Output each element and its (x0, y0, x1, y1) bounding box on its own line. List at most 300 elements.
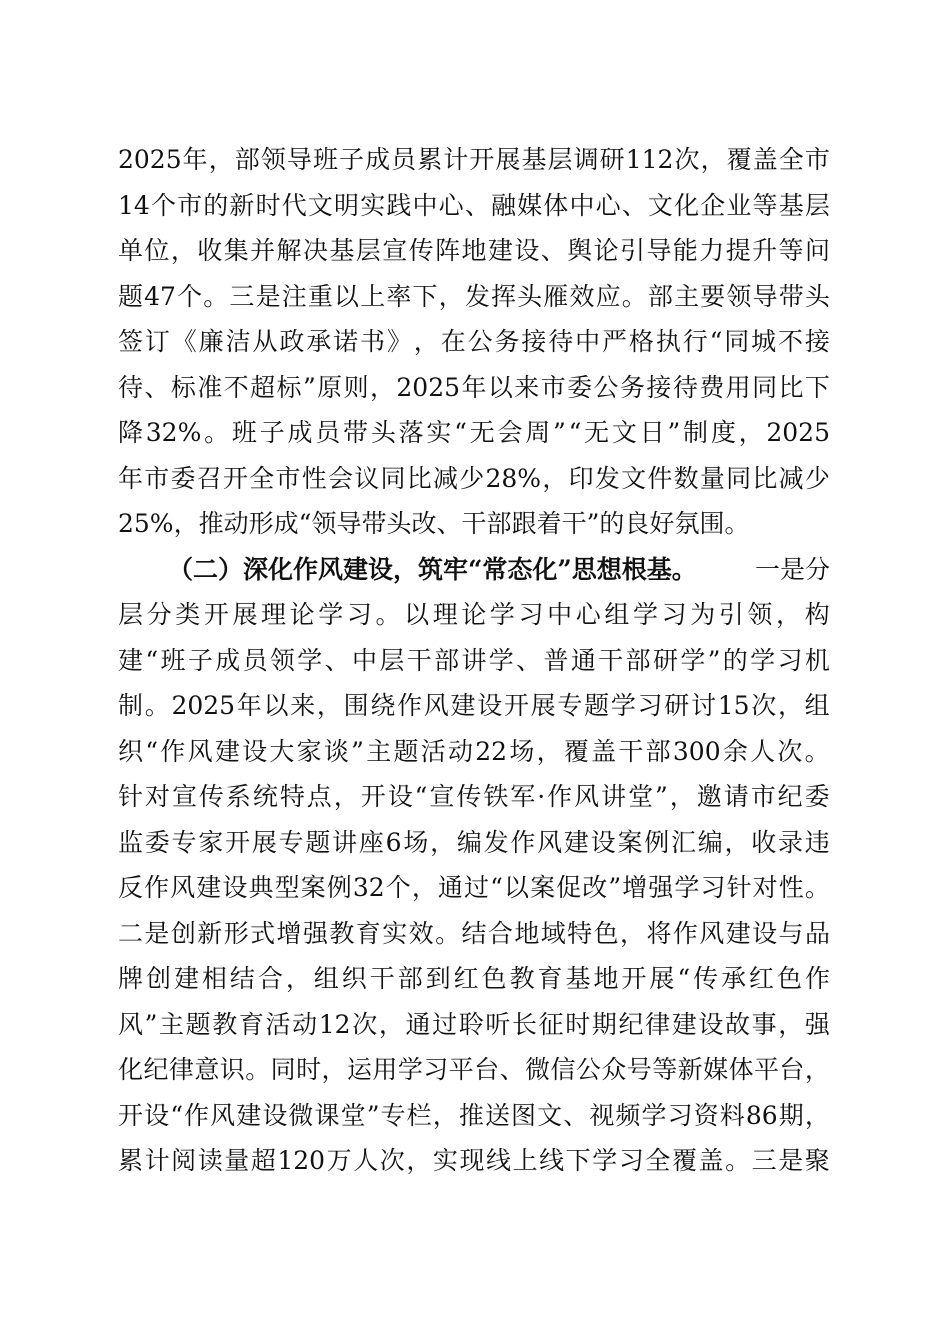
text-glyph: ” (302, 372, 316, 402)
text-glyph: 三 (229, 281, 255, 311)
text-glyph: 理 (432, 600, 458, 629)
text-glyph: 6 (385, 827, 402, 857)
text-glyph: 设 (698, 1009, 724, 1039)
text-glyph: 设 (242, 736, 268, 766)
text-glyph: 比 (406, 463, 432, 493)
text-glyph: 效 (569, 281, 595, 311)
text-glyph: 子 (187, 645, 213, 675)
text-glyph: 讲 (601, 782, 627, 811)
text-glyph: 计 (443, 145, 469, 174)
text-glyph: ， (776, 600, 802, 629)
text-glyph: 导 (336, 509, 362, 538)
text-glyph: “ (145, 736, 159, 766)
text-glyph: 引 (620, 236, 646, 265)
text-glyph: 媒 (517, 190, 543, 220)
text-glyph: 作 (547, 782, 573, 811)
text-glyph: 注 (281, 281, 307, 311)
text-glyph: 新 (197, 918, 223, 948)
text-line (118, 274, 830, 320)
text-glyph: 头 (804, 281, 830, 311)
text-glyph: ” (608, 873, 622, 902)
text-glyph: 跟 (511, 509, 537, 538)
text-line (118, 183, 830, 229)
text-glyph: 升 (752, 236, 778, 265)
text-glyph: 纪 (143, 1055, 169, 1084)
text-glyph: 同 (270, 1055, 296, 1084)
text-glyph: 子 (259, 418, 285, 447)
text-glyph: 不 (223, 372, 249, 402)
text-glyph: 市 (750, 782, 776, 811)
text-glyph: 风 (187, 736, 213, 766)
text-glyph: 、 (436, 509, 462, 538)
text-glyph: 订 (144, 327, 170, 356)
text-glyph: 问 (804, 236, 830, 265)
text-glyph: 增 (276, 918, 302, 948)
text-glyph: 强 (302, 918, 328, 948)
text-glyph: 120 (277, 1146, 326, 1175)
text-glyph: 、 (621, 190, 647, 220)
text-glyph: 累 (417, 145, 443, 174)
text-glyph: 建 (450, 691, 476, 720)
text-glyph: 层 (547, 145, 573, 174)
text-glyph: 到 (425, 964, 451, 993)
text-line (118, 683, 830, 729)
text-glyph: 色 (777, 964, 803, 993)
text-glyph: 效 (408, 918, 434, 948)
text-glyph: 要 (700, 281, 726, 311)
text-glyph: “ (568, 418, 582, 447)
text-glyph: 基 (329, 236, 355, 265)
text-glyph: 以 (503, 873, 529, 902)
text-glyph: 量 (224, 1146, 250, 1175)
text-glyph: 教 (212, 1009, 238, 1039)
text-glyph: 动 (447, 736, 473, 766)
text-glyph: ， (432, 1100, 458, 1130)
text-glyph: 色 (593, 918, 619, 948)
text-glyph: 设 (477, 691, 503, 720)
text-glyph: 作 (804, 964, 830, 993)
text-glyph: ， (804, 1055, 830, 1084)
text-glyph: 累 (118, 1146, 144, 1175)
text-glyph: “ (145, 645, 159, 675)
text-glyph: 堂 (340, 1100, 366, 1130)
text-glyph: 传 (198, 782, 224, 811)
text-glyph: 心 (575, 600, 601, 629)
text-glyph: 合 (487, 918, 513, 948)
text-glyph: 平 (753, 1055, 779, 1084)
text-glyph: 班 (160, 645, 186, 675)
text-glyph: 标 (170, 372, 196, 402)
text-glyph: 同 (724, 327, 750, 356)
text-glyph: 习 (667, 1100, 693, 1130)
text-glyph: 学 (680, 645, 706, 675)
text-glyph: 创 (170, 918, 196, 948)
text-glyph: 上 (512, 1146, 538, 1175)
text-glyph: 料 (719, 1100, 745, 1130)
text-glyph: 在 (440, 327, 466, 356)
text-glyph: 育 (238, 1009, 264, 1039)
text-glyph: 视 (589, 1100, 615, 1130)
text-glyph: 习 (661, 600, 687, 629)
text-glyph: 盖 (591, 736, 617, 766)
text-glyph: 雁 (543, 281, 569, 311)
text-glyph: 降 (118, 418, 144, 447)
text-glyph: ” (667, 418, 681, 447)
text-glyph: 调 (573, 145, 599, 174)
text-glyph: 期 (591, 1009, 617, 1039)
text-glyph: 设 (222, 873, 248, 902)
text-glyph: 台 (474, 1055, 500, 1084)
text-glyph: 会 (328, 463, 354, 493)
text-glyph: 良 (624, 509, 650, 538)
text-glyph: 28% (485, 463, 542, 493)
text-glyph: ” (351, 736, 364, 766)
text-glyph: 场 (403, 827, 429, 857)
text-glyph: 次 (379, 1146, 405, 1175)
text-glyph: 干 (618, 736, 644, 766)
text-glyph: 过 (464, 873, 490, 902)
text-glyph: 下 (565, 1146, 591, 1175)
text-glyph: 结 (461, 918, 487, 948)
text-glyph: 待 (118, 372, 144, 402)
text-glyph: 减 (778, 463, 804, 493)
text-glyph: “ (298, 509, 312, 538)
text-glyph: ， (778, 1009, 804, 1039)
text-glyph: 绕 (370, 691, 396, 720)
text-glyph: 标 (276, 372, 302, 402)
text-glyph: 是 (778, 1146, 804, 1175)
text-glyph: 、 (563, 1100, 589, 1130)
text-glyph: 中 (412, 190, 438, 220)
text-glyph: 接 (804, 327, 830, 356)
text-glyph: 待 (548, 327, 574, 356)
text-glyph: 公 (467, 327, 493, 356)
text-glyph: 落 (398, 418, 424, 447)
text-glyph: ” (707, 645, 721, 675)
text-glyph: 众 (601, 1055, 627, 1084)
text-glyph: 特 (567, 918, 593, 948)
text-glyph: 层 (118, 600, 144, 629)
text-glyph: 文 (611, 418, 637, 447)
text-glyph: 覆 (671, 1146, 697, 1175)
text-glyph: 建 (671, 1009, 697, 1039)
text-glyph: 点 (306, 782, 332, 811)
text-glyph: 个 (177, 281, 203, 311)
text-line (118, 1093, 830, 1139)
text-glyph: 的 (722, 645, 748, 675)
text-glyph: 干 (598, 645, 624, 675)
text-glyph: 班 (312, 145, 338, 174)
text-glyph: 头 (386, 509, 412, 538)
text-glyph: 廉 (198, 327, 224, 356)
text-glyph: 构 (804, 600, 830, 629)
text-glyph: 作 (184, 1100, 210, 1130)
text-glyph: 》 (386, 327, 412, 356)
text-glyph: 主 (366, 736, 392, 766)
text-glyph: 宣 (382, 236, 408, 265)
text-glyph: 领 (311, 509, 337, 538)
text-glyph: 子 (339, 145, 365, 174)
text-glyph: 专 (278, 827, 304, 857)
text-glyph: 推 (458, 1100, 484, 1130)
text-glyph: 风 (699, 918, 725, 948)
text-glyph: 展 (649, 964, 675, 993)
text-glyph: 促 (556, 873, 582, 902)
text-glyph: 现 (459, 1146, 485, 1175)
text-glyph: ， (777, 691, 803, 720)
text-glyph: 基 (565, 964, 591, 993)
text-glyph: 。 (804, 736, 830, 766)
text-glyph: 行 (682, 327, 708, 356)
text-glyph: 式 (250, 918, 276, 948)
text-glyph: 以 (334, 281, 360, 311)
text-glyph: 印 (568, 463, 594, 493)
text-glyph: 建 (487, 236, 513, 265)
text-glyph: 建 (236, 1100, 262, 1130)
text-glyph: 强 (648, 873, 674, 902)
text-glyph: 送 (484, 1100, 510, 1130)
text-glyph: 严 (602, 327, 628, 356)
text-glyph: 活 (265, 1009, 291, 1039)
text-glyph: 决 (302, 236, 328, 265)
text-glyph: 实 (426, 418, 452, 447)
text-glyph: 邀 (696, 782, 722, 811)
text-glyph: 班 (231, 418, 257, 447)
text-glyph: 收 (751, 827, 777, 857)
text-glyph: 组 (604, 600, 630, 629)
text-glyph: 阵 (435, 236, 461, 265)
text-glyph: 听 (485, 1009, 511, 1039)
text-glyph: 上 (360, 281, 386, 311)
text-glyph: “ (454, 418, 467, 447)
text-glyph: 践 (386, 190, 412, 220)
text-glyph: 收 (197, 236, 223, 265)
text-glyph: 开 (223, 463, 249, 493)
text-glyph: 是 (255, 281, 281, 311)
text-glyph: 舆 (567, 236, 593, 265)
text-glyph: 牌 (118, 964, 144, 993)
text-glyph: 层 (355, 236, 381, 265)
text-glyph: 对 (752, 873, 778, 902)
text-glyph: 盖 (752, 145, 778, 174)
text-glyph: 合 (257, 964, 283, 993)
text-glyph: 动 (223, 509, 249, 538)
text-glyph: 改 (582, 873, 608, 902)
text-glyph: 干 (369, 964, 395, 993)
text-glyph: 律 (168, 1055, 194, 1084)
text-glyph: 微 (288, 1100, 314, 1130)
text-glyph: 次 (751, 691, 777, 720)
text-glyph: 大 (269, 736, 295, 766)
text-glyph: 针 (726, 873, 752, 902)
text-glyph: 率 (386, 281, 412, 311)
text-glyph: 建 (173, 964, 199, 993)
text-glyph: 25% (118, 509, 174, 538)
text-glyph: 是 (144, 918, 170, 948)
text-glyph: 带 (343, 418, 369, 447)
text-glyph: 作 (160, 736, 186, 766)
section-heading-line (118, 547, 830, 593)
text-glyph: 少 (459, 463, 485, 493)
text-glyph: 部 (397, 964, 423, 993)
text-glyph: ， (669, 782, 695, 811)
text-glyph: 年 (118, 463, 144, 493)
text-glyph: 召 (196, 463, 222, 493)
text-glyph: 个 (150, 190, 176, 220)
text-glyph: 诺 (333, 327, 359, 356)
text-glyph: 导 (752, 281, 778, 311)
text-glyph: 个 (385, 873, 411, 902)
text-glyph: 的 (599, 509, 625, 538)
text-glyph: 层 (804, 190, 830, 220)
text-glyph: 开 (360, 782, 386, 811)
text-glyph: 则 (343, 372, 369, 402)
text-glyph: 中 (575, 327, 601, 356)
text-line (118, 456, 830, 502)
text-glyph: 86 (745, 1100, 778, 1130)
text-glyph: 军 (510, 782, 536, 811)
text-glyph: 。 (204, 418, 230, 447)
text-glyph: 格 (628, 327, 654, 356)
text-glyph: 研 (652, 645, 678, 675)
text-glyph: 引 (718, 600, 744, 629)
text-glyph: 聆 (458, 1009, 484, 1039)
text-glyph: 家 (296, 736, 322, 766)
text-glyph: 主 (674, 281, 700, 311)
text-glyph: 性 (301, 463, 327, 493)
text-glyph: 系 (225, 782, 251, 811)
text-glyph: 书 (360, 327, 386, 356)
text-glyph: 展 (530, 691, 556, 720)
text-glyph: 改 (411, 509, 437, 538)
text-glyph: 明 (334, 190, 360, 220)
text-glyph: 着 (536, 509, 562, 538)
text-glyph: 作 (144, 873, 170, 902)
text-glyph: 、 (540, 236, 566, 265)
text-glyph: 反 (118, 873, 144, 902)
text-glyph: 座 (358, 827, 384, 857)
text-glyph: 微 (525, 1055, 551, 1084)
text-glyph: 化 (118, 1055, 144, 1084)
text-glyph: 风 (118, 1009, 144, 1039)
body-text (118, 137, 830, 1184)
text-glyph: 织 (341, 964, 367, 993)
text-line (118, 729, 830, 775)
text-glyph: 主 (159, 1009, 185, 1039)
text-glyph: 2025 (396, 372, 461, 402)
text-glyph: 超 (250, 1146, 276, 1175)
text-glyph: 色 (481, 964, 507, 993)
text-glyph: 接 (646, 372, 672, 402)
text-glyph: 违 (804, 827, 830, 857)
text-glyph: 识 (219, 1055, 245, 1084)
text-glyph: 发 (483, 827, 509, 857)
text-glyph: 平 (448, 1055, 474, 1084)
text-glyph: 为 (690, 600, 716, 629)
text-glyph: 学 (641, 1100, 667, 1130)
text-glyph: 不 (778, 327, 804, 356)
text-glyph: 论 (461, 600, 487, 629)
text-glyph: “ (414, 782, 428, 811)
text-glyph: 论 (289, 600, 315, 629)
text-glyph: 以 (404, 600, 430, 629)
text-glyph: 教 (329, 918, 355, 948)
text-glyph: 员 (391, 145, 417, 174)
text-glyph: 域 (540, 918, 566, 948)
text-glyph: 市 (540, 372, 566, 402)
text-glyph: 等 (652, 1055, 678, 1084)
text-glyph: ” (655, 782, 668, 811)
text-glyph: 干 (406, 645, 432, 675)
text-glyph: 成 (365, 145, 391, 174)
text-glyph: 建 (196, 873, 222, 902)
text-glyph: 干 (561, 509, 587, 538)
text-glyph: 新 (229, 190, 255, 220)
text-glyph: 讲 (461, 645, 487, 675)
text-glyph: 动 (292, 1009, 318, 1039)
text-glyph: “ (490, 873, 503, 902)
text-glyph: ， (738, 418, 764, 447)
text-glyph: ， (316, 691, 342, 720)
text-glyph: 组 (804, 691, 830, 720)
text-glyph: 导 (286, 145, 312, 174)
text-glyph: 成 (273, 509, 299, 538)
text-glyph: 量 (699, 463, 725, 493)
text-glyph: ， (413, 327, 439, 356)
text-glyph: 中 (352, 645, 378, 675)
text-glyph: 体 (728, 1055, 754, 1084)
text-glyph: 堂 (628, 782, 654, 811)
text-glyph: 学 (488, 645, 514, 675)
section-heading: （二）深化作风建设，筑牢“常态化”思想根基。 (168, 554, 697, 584)
text-glyph: 录 (778, 827, 804, 857)
text-glyph: 市 (804, 145, 830, 174)
text-glyph: 开 (225, 827, 251, 857)
text-glyph: 时 (255, 190, 281, 220)
text-glyph: 作 (672, 918, 698, 948)
text-glyph: 场 (509, 736, 535, 766)
text-glyph: 三 (751, 1146, 777, 1175)
text-line (118, 1047, 830, 1093)
text-glyph: ” (366, 1100, 380, 1130)
text-glyph: 15 (717, 691, 750, 720)
text-glyph: 接 (521, 327, 547, 356)
text-glyph: 学 (592, 1146, 618, 1175)
text-glyph: 纪 (777, 782, 803, 811)
text-glyph: 宣 (171, 782, 197, 811)
text-glyph: 育 (537, 964, 563, 993)
text-glyph: ， (411, 873, 437, 902)
text-glyph: 案 (530, 873, 556, 902)
text-glyph: 盖 (698, 1146, 724, 1175)
text-glyph: 典 (248, 873, 274, 902)
text-glyph: 减 (433, 463, 459, 493)
text-glyph: 对 (144, 782, 170, 811)
text-glyph: 提 (725, 236, 751, 265)
text-glyph: 地 (593, 964, 619, 993)
text-glyph: 中 (569, 190, 595, 220)
text-glyph: 学 (489, 600, 515, 629)
text-glyph: 织 (118, 736, 144, 766)
text-glyph: 城 (751, 327, 777, 356)
text-glyph: 学 (632, 600, 658, 629)
text-line (118, 1002, 830, 1048)
text-glyph: 来 (514, 372, 540, 402)
text-glyph: ， (804, 1100, 830, 1130)
text-glyph: 设 (262, 1100, 288, 1130)
text-glyph: 频 (615, 1100, 641, 1130)
text-line (118, 865, 830, 911)
